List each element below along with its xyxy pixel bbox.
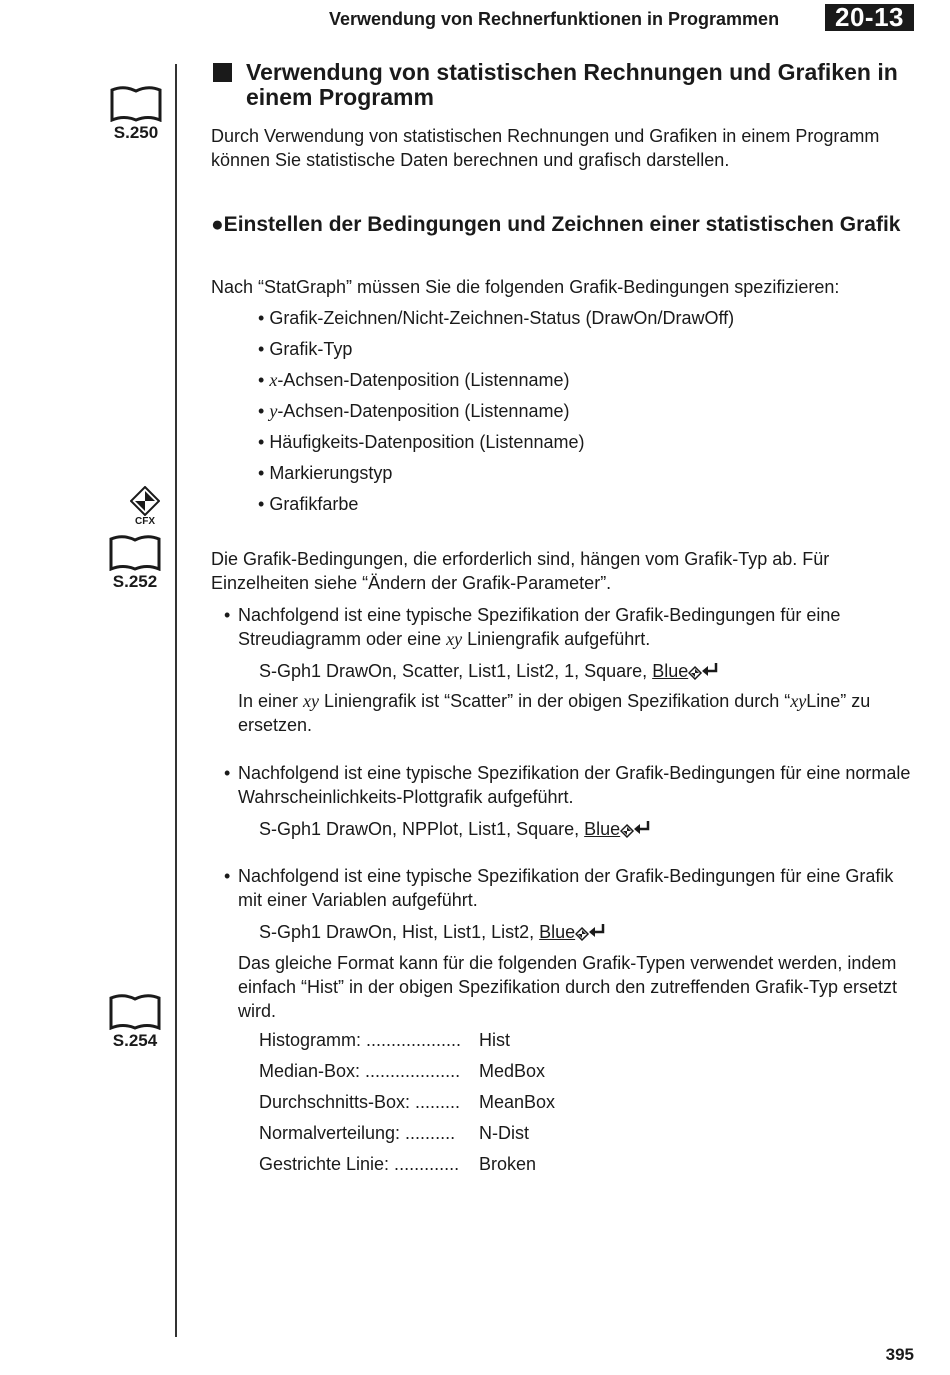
condition-item: • Häufigkeits-Datenposition (Listenname) xyxy=(258,432,585,452)
condition-item: • y-Achsen-Datenposition (Listenname) xyxy=(258,401,570,421)
conditions-note: Die Grafik-Bedingungen, die erforderlich sind, hängen vom Grafik-Typ ab. Für Einzelheiten siehe “Ändern der Grafik-Parameter”. xyxy=(211,549,830,593)
margin-ref-1 xyxy=(101,86,171,143)
example1-code: S-Gph1 DrawOn, Scatter, List1, List2, 1, Square, Blue xyxy=(259,659,720,685)
bullet-marker: • xyxy=(224,605,231,625)
example2-text: Nachfolgend ist eine typische Spezifikation der Grafik-Bedingungen für eine normale Wahrscheinlichkeits-Plottgrafik aufgeführt. xyxy=(238,763,911,807)
graph-type-row: Normalverteilung: .......... N-Dist xyxy=(259,1123,529,1143)
margin-ref-3 xyxy=(100,994,170,1051)
subsection-title: ●Einstellen der Bedingungen und Zeichnen einer statistischen Grafik xyxy=(211,213,901,236)
section-square-marker xyxy=(213,63,232,82)
margin-cfx xyxy=(110,486,180,527)
book-icon xyxy=(108,535,162,571)
bullet-marker: • xyxy=(224,763,231,783)
page-ref-label: S.252 xyxy=(112,572,158,591)
example3-code: S-Gph1 DrawOn, Hist, List1, List2, Blue xyxy=(259,920,607,946)
example3-after: Das gleiche Format kann für die folgenden Grafik-Typen verwendet werden, indem einfach “Hist” in der obigen Spezifikation durch den zutreffenden Grafik-Typ ersetzt wird. xyxy=(238,953,898,1021)
page-header-title: Verwendung von Rechnerfunktionen in Programmen xyxy=(329,9,780,29)
condition-item: • Grafik-Typ xyxy=(258,339,353,359)
example2-code: S-Gph1 DrawOn, NPPlot, List1, Square, Blue xyxy=(259,817,652,843)
example1-after: In einer xy Liniengrafik ist “Scatter” in der obigen Spezifikation durch “xyLine” zu ersetzen. xyxy=(238,691,871,735)
cfx-enter-icon xyxy=(688,659,720,685)
cfx-enter-icon xyxy=(620,817,652,843)
cfx-label: CFX xyxy=(135,516,155,527)
graph-type-row: Histogramm: ................... Hist xyxy=(259,1030,510,1050)
section-title: Verwendung von statistischen Rechnungen und Grafiken in einem Programm xyxy=(246,59,898,110)
book-icon xyxy=(109,86,163,122)
cfx-color-icon xyxy=(130,486,160,516)
cfx-enter-icon xyxy=(575,920,607,946)
example3-text: Nachfolgend ist eine typische Spezifikation der Grafik-Bedingungen für eine Grafik mit einer Variablen aufgeführt. xyxy=(238,866,894,910)
book-icon xyxy=(108,994,162,1030)
graph-type-row: Gestrichte Linie: ............. Broken xyxy=(259,1154,537,1174)
condition-item: • Markierungstyp xyxy=(258,463,393,483)
page-number: 395 xyxy=(885,1345,914,1364)
color-value: Blue xyxy=(652,660,689,681)
bullet-marker: • xyxy=(224,866,231,886)
condition-item: • Grafik-Zeichnen/Nicht-Zeichnen-Status (DrawOn/DrawOff) xyxy=(258,308,735,328)
example1-text: Nachfolgend ist eine typische Spezifikation der Grafik-Bedingungen für eine Streudiagramm oder eine xy Liniengrafik aufgeführt. xyxy=(238,605,841,649)
condition-item: • x-Achsen-Datenposition (Listenname) xyxy=(258,370,570,390)
chapter-badge: 20-13 xyxy=(825,4,914,31)
section-intro: Durch Verwendung von statistischen Rechnungen und Grafiken in einem Programm können Sie statistische Daten berechnen und grafisch darstellen. xyxy=(211,126,880,170)
margin-ref-2 xyxy=(100,535,170,592)
graph-type-row: Median-Box: ................... MedBox xyxy=(259,1061,546,1081)
page-ref-label: S.250 xyxy=(113,123,159,142)
condition-item: • Grafikfarbe xyxy=(258,494,359,514)
margin-rule xyxy=(175,64,177,1337)
subsection-lead: Nach “StatGraph” müssen Sie die folgenden Grafik-Bedingungen spezifizieren: xyxy=(211,277,840,297)
color-value: Blue xyxy=(584,818,621,839)
page-ref-label: S.254 xyxy=(112,1031,158,1050)
graph-type-row: Durchschnitts-Box: ......... MeanBox xyxy=(259,1092,556,1112)
color-value: Blue xyxy=(539,921,576,942)
